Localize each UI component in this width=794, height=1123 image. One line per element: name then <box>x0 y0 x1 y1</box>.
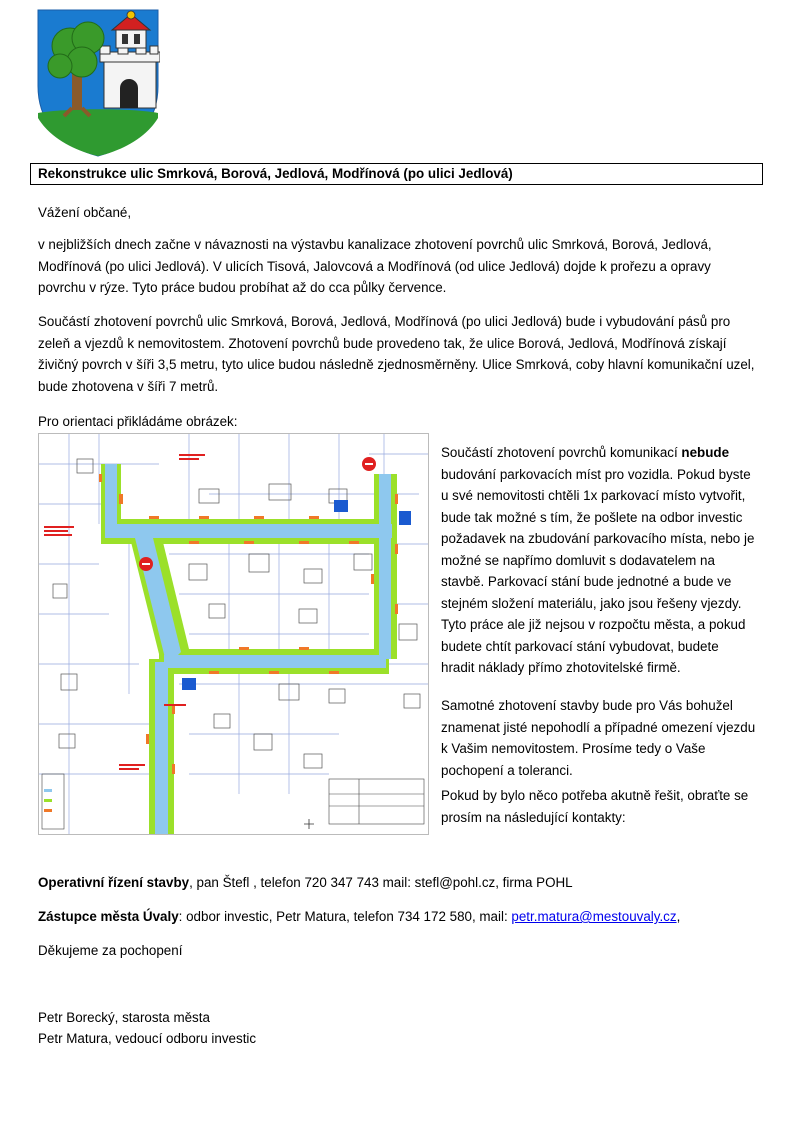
paragraph-line: prosím na následující kontakty: <box>441 809 626 825</box>
paragraph-line: požadavek na zbudování parkovacího místa, nebo je <box>441 531 755 546</box>
email-link[interactable]: petr.matura@mestouvaly.cz <box>511 909 677 924</box>
contact-site-management <box>38 872 573 894</box>
coat-of-arms-logo <box>36 8 160 158</box>
paragraph-line: k Vašim nemovitostem. Prosíme tedy o Vaše <box>441 741 706 756</box>
street-plan-image <box>38 433 429 835</box>
contact-details: : odbor investic, Petr Matura, telefon 734 172 580, mail: <box>178 909 512 924</box>
document-title: Rekonstrukce ulic Smrková, Borová, Jedlová, Modřínová (po ulici Jedlová) <box>30 163 763 185</box>
signature-investment-head: Petr Matura, vedoucí odboru investic <box>38 1031 257 1046</box>
signature-mayor: Petr Borecký, starosta města <box>38 1010 210 1025</box>
paragraph-line: Pokud by bylo něco potřeba akutně řešit, obraťte se <box>441 788 749 803</box>
orientation-note: Pro orientaci přikládáme obrázek: <box>38 414 238 429</box>
paragraph-line: Tyto práce ale již nejsou v rozpočtu města, a pokud <box>441 617 746 632</box>
parking-paragraph <box>441 442 761 679</box>
paragraph-line: u své nemovitosti chtěli 1x parkovací místo vytvořit, <box>441 488 746 503</box>
paragraph-1 <box>38 234 763 299</box>
paragraph-line: Samotné zhotovení stavby bude pro Vás bohužel <box>441 698 733 713</box>
contact-label: Operativní řízení stavby <box>38 875 190 890</box>
paragraph-line: Součástí zhotovení povrchů ulic Smrková, Borová, Jedlová, Modřínová (po ulici Jedlová) bude i vybudování pásů pro <box>38 314 731 329</box>
paragraph-line: povrchu v rýze. Tyto práce budou probíhat až do cca půlky července. <box>38 280 447 295</box>
contact-details: , pan Štefl , telefon 720 347 743 mail: stefl@pohl.cz, firma POHL <box>189 875 573 890</box>
paragraph-line: v nejbližších dnech začne v návaznosti na výstavbu kanalizace zhotovení povrchů ulic Smrková, Borová, Jedlová, <box>38 237 712 252</box>
paragraph-line: živičný povrch v šíři 3,5 metru, tyto ulice budou následně zjednosměrněny. Ulice Smrková, coby hlavní komunikační uzel, <box>38 357 755 372</box>
paragraph-line: Modřínová (po ulici Jedlová). V ulicích Tisová, Jalovcová a Modřínová (od ulice Jedlová) dojde k prořezu a opravy <box>38 258 711 274</box>
paragraph-line: bude tak možné s tím, že pošlete na odbor investic <box>441 509 743 525</box>
paragraph-line: znamenat jisté nepohodlí a případné omezení vjezdu <box>441 719 756 735</box>
inconvenience-paragraph <box>441 695 761 781</box>
salutation: Vážení občané, <box>38 205 132 220</box>
paragraph-line: budete chtít parkovací stání vybudovat, budete <box>441 638 719 654</box>
contacts-intro-paragraph <box>441 785 761 828</box>
paragraph-line: stejném složení materiálu, jako jsou řešeny vjezdy. <box>441 595 742 611</box>
paragraph-line: hradit náklady přímo zhotovitelské firmě. <box>441 660 681 675</box>
paragraph-line: bude zhotovena v šíři 7 metrů. <box>38 378 219 394</box>
contact-tail: , <box>676 909 681 924</box>
contact-label: Zástupce města Úvaly <box>38 909 179 924</box>
text-span: Součástí zhotovení povrchů komunikací <box>441 445 682 460</box>
emphasis-nebude: nebude <box>681 445 730 460</box>
contact-city-representative <box>38 906 680 928</box>
paragraph-line: pochopení a toleranci. <box>441 762 573 778</box>
thanks: Děkujeme za pochopení <box>38 943 183 958</box>
paragraph-line: možné se napřímo domluvit s dodavatelem na <box>441 552 715 568</box>
paragraph-line: zeleň a vjezdů k nemovitostem. Zhotovení povrchů bude provedeno tak, že ulice Borová, Jedlová, Modřínová získají <box>38 335 727 351</box>
paragraph-line: budování parkovacích míst pro vozidla. Pokud byste <box>441 466 751 482</box>
paragraph-line: stavbě. Parkovací stání bude jednotné a bude ve <box>441 574 732 589</box>
paragraph-line <box>441 442 761 464</box>
paragraph-2 <box>38 311 763 397</box>
